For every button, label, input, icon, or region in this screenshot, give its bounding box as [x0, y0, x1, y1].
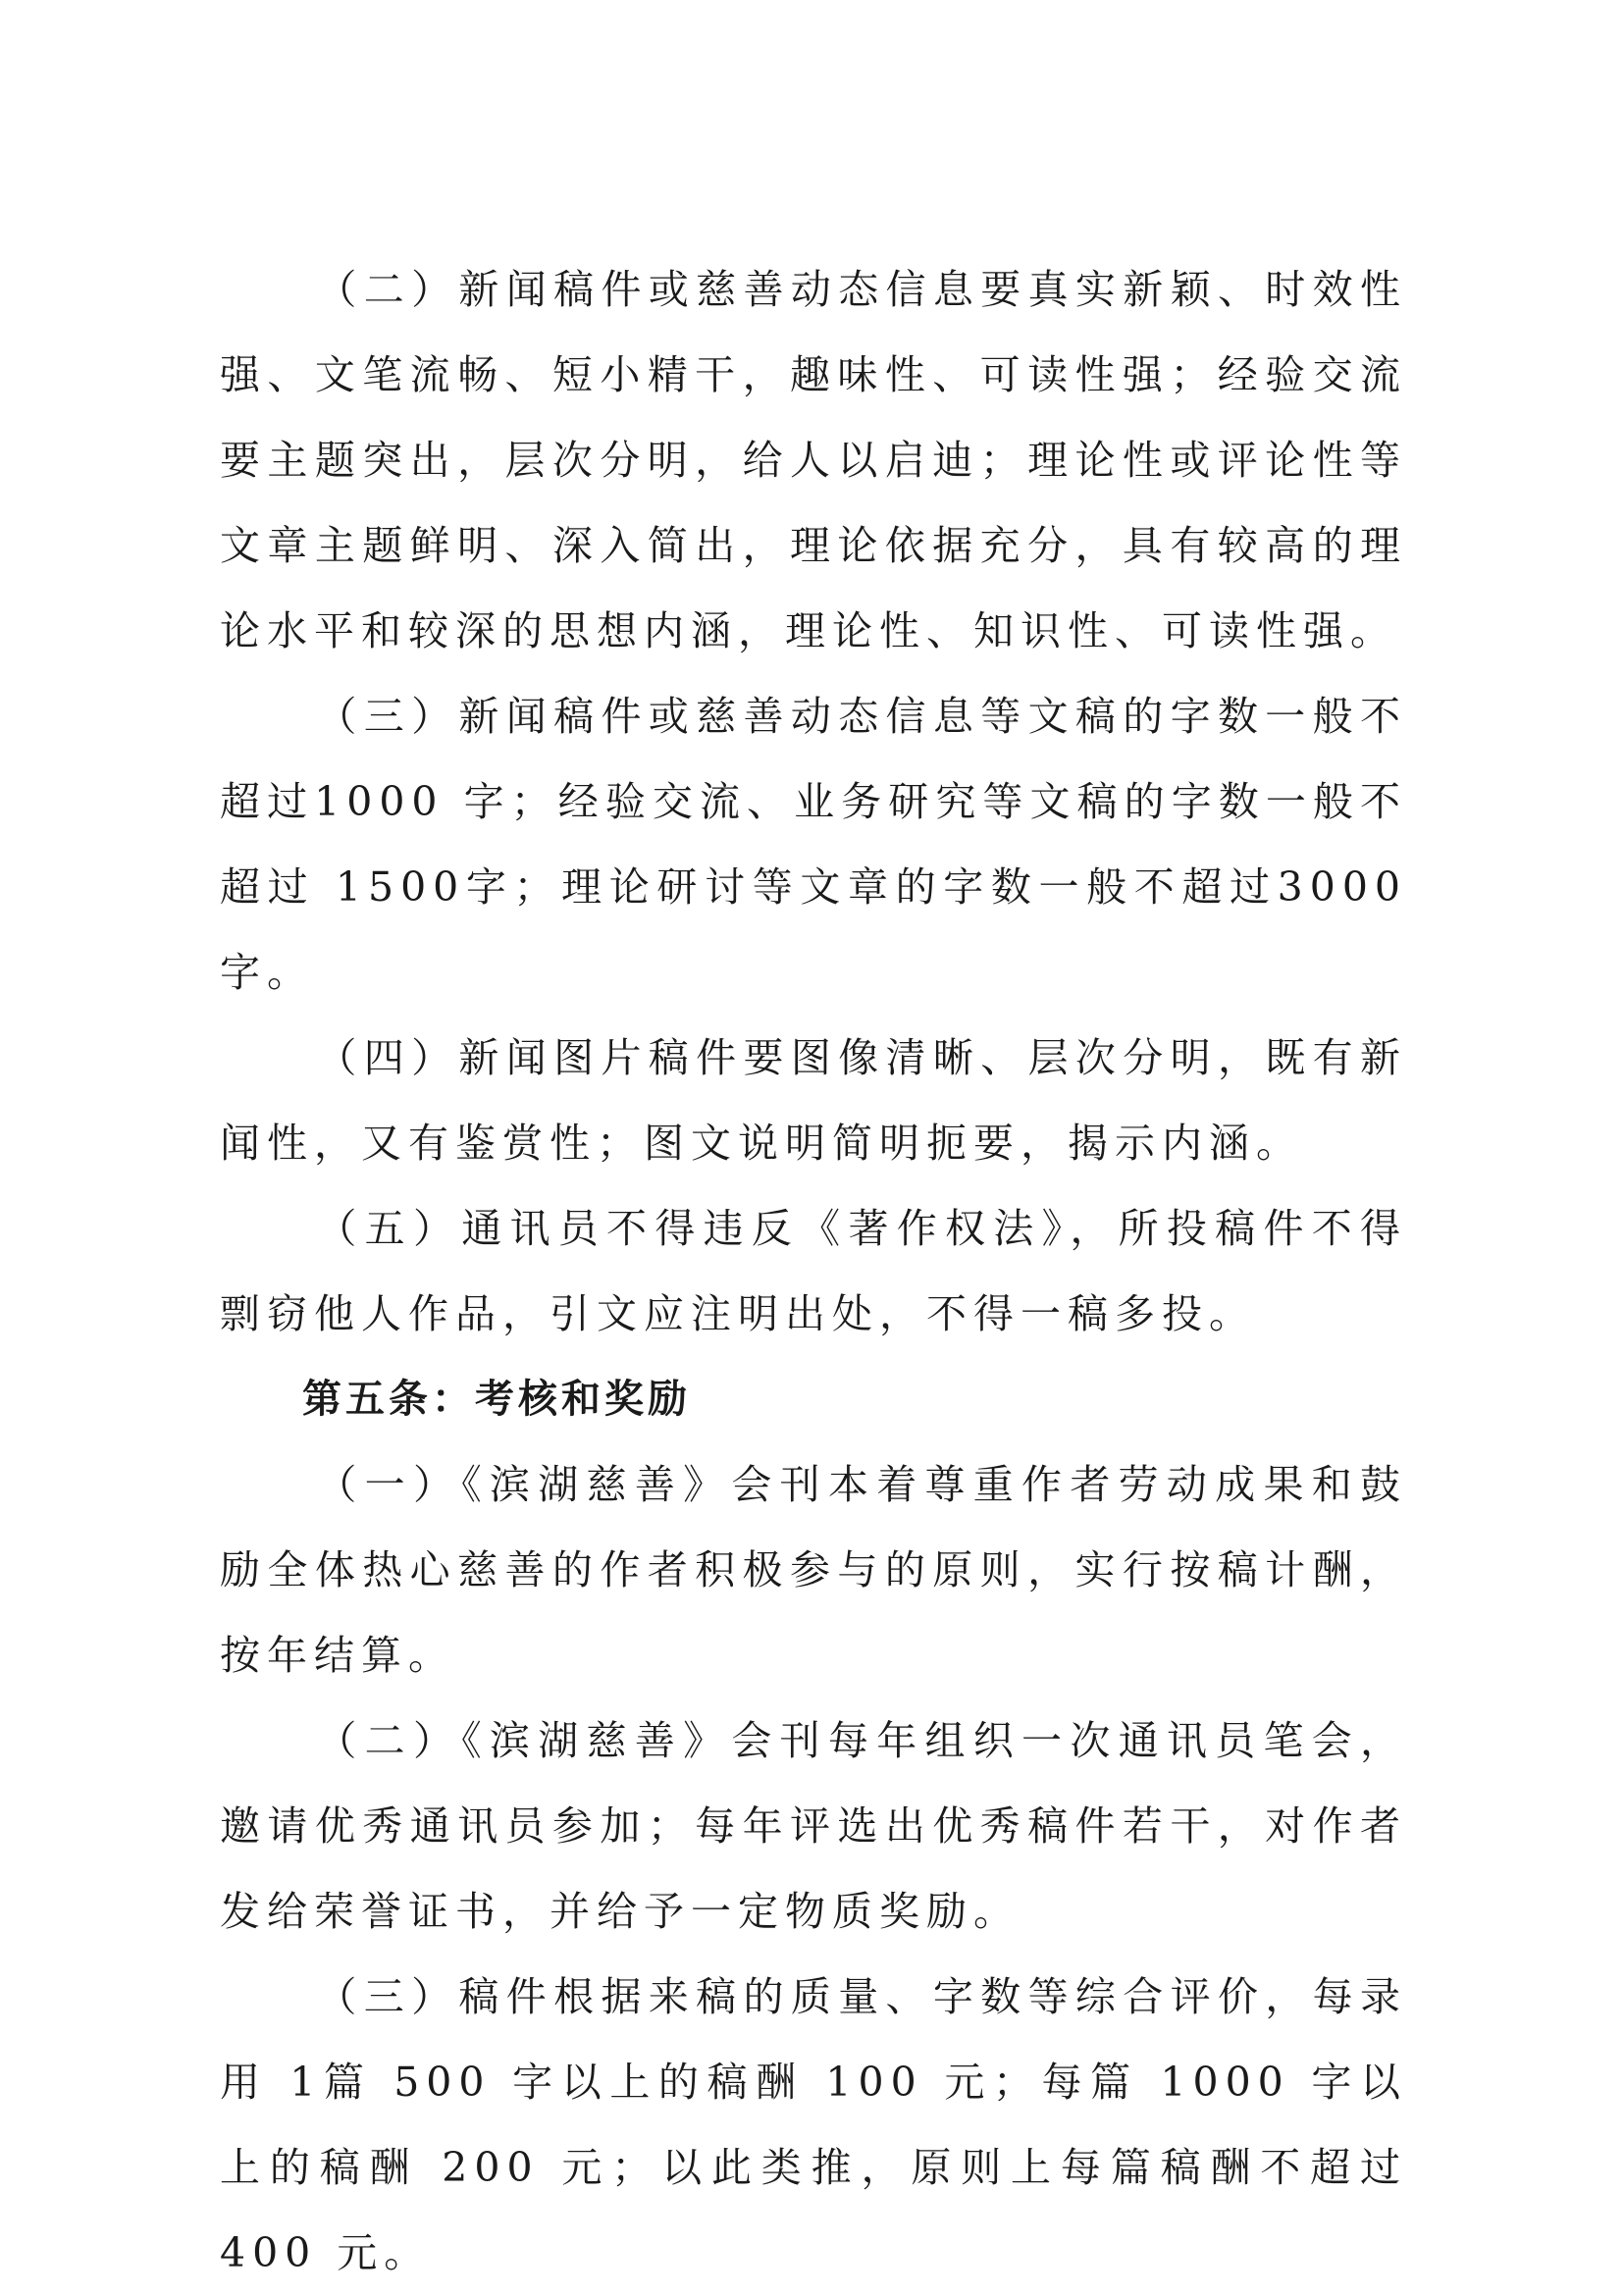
paragraph-payment-rates: （三）稿件根据来稿的质量、字数等综合评价，每录用 1篇 500 字以上的稿酬 100 元；每篇 1000 字以上的稿酬 200 元；以此类推，原则上每篇稿酬不超过 400 元。 [220, 1973, 1407, 2276]
paragraph-word-limits: （三）新闻稿件或慈善动态信息等文稿的字数一般不超过1000 字；经验交流、业务研究等文稿的字数一般不超过 1500字；理论研讨等文章的字数一般不超过3000字。 [220, 693, 1407, 996]
paragraph-news-photos: （四）新闻图片稿件要图像清晰、层次分明，既有新闻性，又有鉴赏性；图文说明简明扼要，揭示内涵。 [220, 1034, 1407, 1167]
paragraph-copyright: （五）通讯员不得违反《著作权法》，所投稿件不得剽窃他人作品，引文应注明出处，不得一稿多投。 [220, 1205, 1407, 1337]
article-heading: 第五条：考核和奖励 [302, 1377, 691, 1422]
document-body [220, 247, 1407, 2296]
paragraph-news-requirements: （二）新闻稿件或慈善动态信息要真实新颖、时效性强、文笔流畅、短小精干，趣味性、可读性强；经验交流要主题突出，层次分明，给人以启迪；理论性或评论性等文章主题鲜明、深入简出，理论依据充分，具有较高的理论水平和较深的思想内涵，理论性、知识性、可读性强。 [220, 266, 1407, 654]
paragraph-annual-meeting: （二）《滨湖慈善》会刊每年组织一次通讯员笔会，邀请优秀通讯员参加；每年评选出优秀稿件若干，对作者发给荣誉证书，并给予一定物质奖励。 [220, 1717, 1407, 1935]
paragraph-payment-principle: （一）《滨湖慈善》会刊本着尊重作者劳动成果和鼓励全体热心慈善的作者积极参与的原则，实行按稿计酬，按年结算。 [220, 1461, 1407, 1679]
